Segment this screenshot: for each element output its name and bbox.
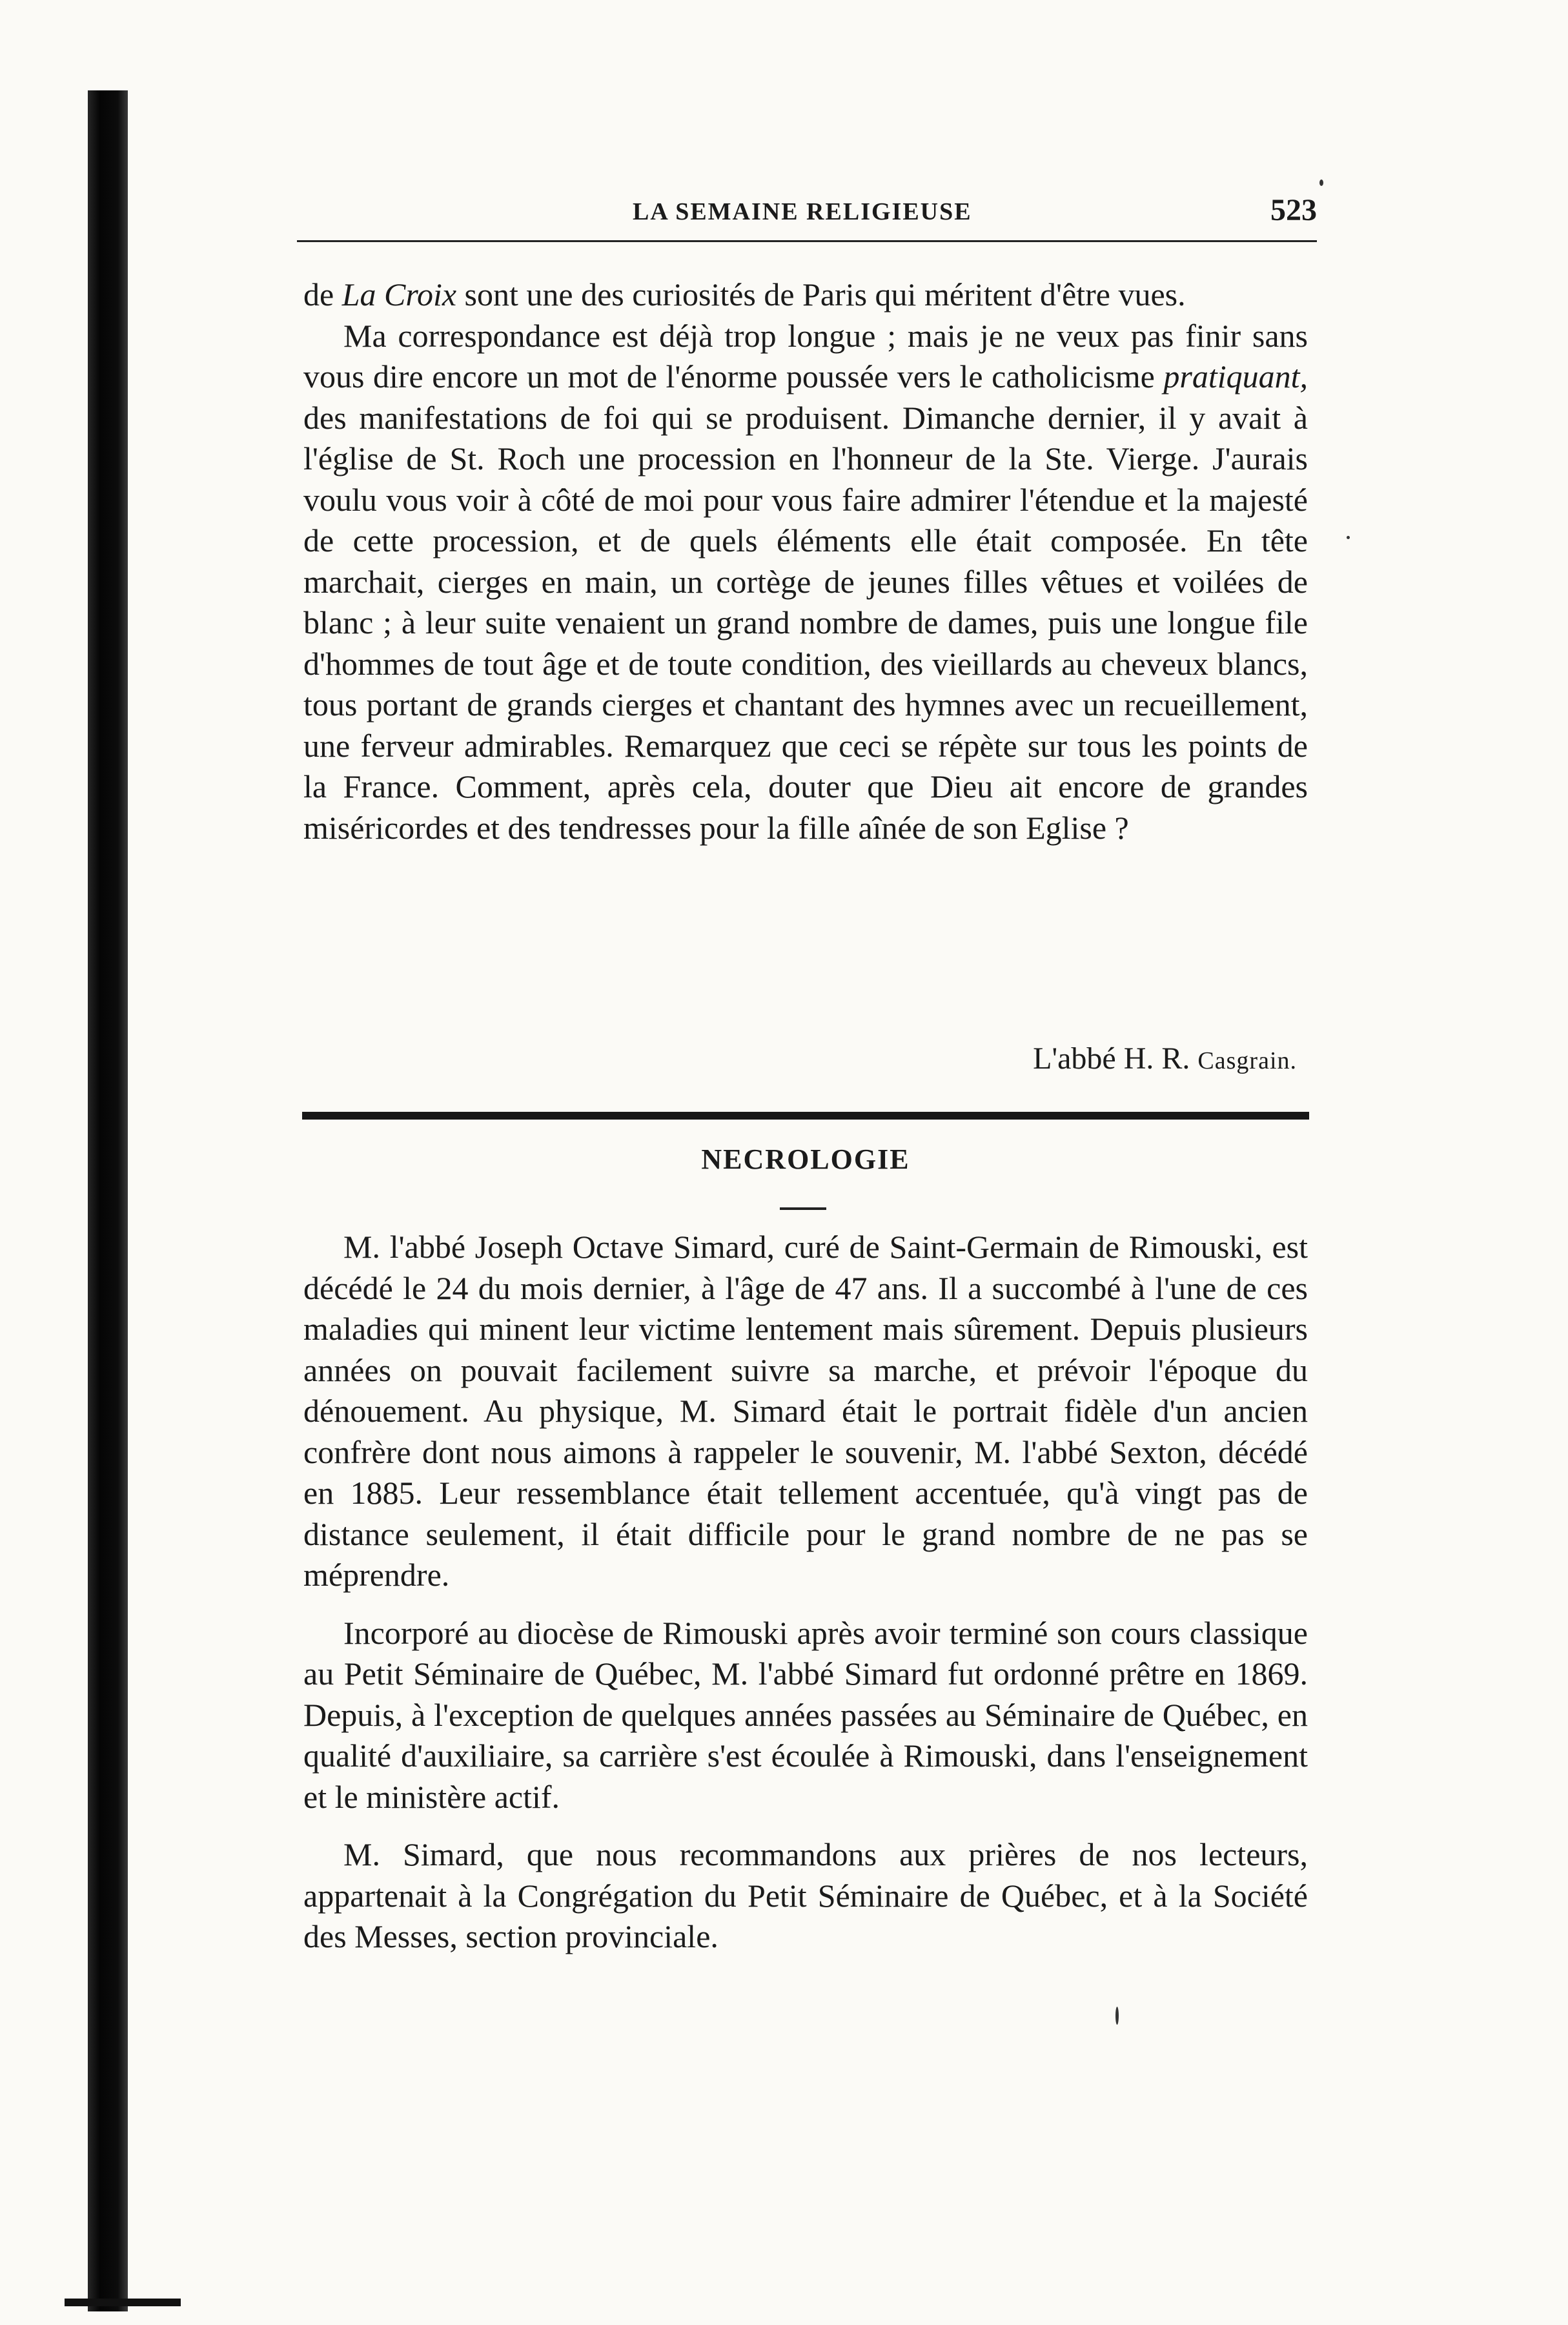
- publication-title: La Croix: [341, 276, 457, 312]
- running-head: [303, 186, 1317, 231]
- page-number: 523: [1270, 193, 1317, 227]
- necrologie-paragraph-2: Incorporé au diocèse de Rimouski après avoir terminé son cours classique au Petit Séminaire de Québec, M. l'abbé Simard fut ordonné prêtre en 1869. Depuis, à l'exception de quelques années passées au Séminaire de Québec, en qualité d'auxiliaire, sa carrière s'est écoulée à Rimouski, dans l'enseignement et le ministère actif.: [303, 1614, 1308, 1815]
- running-head-rule: [297, 240, 1317, 242]
- signature-surname: Casgrain.: [1197, 1047, 1297, 1074]
- author-signature: [1033, 1041, 1297, 1076]
- article-paragraph-2: [303, 316, 1308, 849]
- section-divider: [302, 1112, 1309, 1120]
- print-speck: [1319, 179, 1323, 186]
- running-head-title: LA SEMAINE RELIGIEUSE: [633, 198, 972, 225]
- binding-foot-shadow: [65, 2299, 181, 2306]
- necrologie-body: [303, 1227, 1308, 1958]
- print-speck: [1115, 2007, 1119, 2025]
- article-text: de: [303, 276, 342, 312]
- article-text: sont une des curiosités de Paris qui méritent d'être vues.: [456, 276, 1186, 312]
- necrologie-paragraph-1: M. l'abbé Joseph Octave Simard, curé de Saint-Germain de Rimouski, est décédé le 24 du mois dernier, à l'âge de 47 ans. Il a succombé à l'une de ces maladies qui minent leur victime lentement mais sûrement. Depuis plusieurs années on pouvait facilement suivre sa marche, et prévoir l'époque du dénouement. Au physique, M. Simard était le portrait fidèle d'un ancien confrère dont nous aimons à rappeler le souvenir, M. l'abbé Sexton, décédé en 1885. Leur ressemblance était tellement accentuée, qu'à vingt pas de distance seulement, il était difficile pour le grand nombre de ne pas se méprendre.: [303, 1229, 1308, 1593]
- italic-word: pratiquant,: [1163, 358, 1308, 394]
- article-continuation: [303, 274, 1308, 848]
- print-speck: [1347, 536, 1350, 539]
- section-heading: NECROLOGIE: [701, 1143, 910, 1175]
- article-text: des manifestations de foi qui se produisent. Dimanche dernier, il y avait à l'église de St. Roch une procession en l'honneur de la Ste. Vierge. J'aurais voulu vous voir à côté de moi pour vous faire admirer l'étendue et la majesté de cette procession, et de quels éléments elle était composée. En tête marchait, cierges en main, un cortège de jeunes filles vêtues et voilées de blanc ; à leur suite venaient un grand nombre de dames, puis une longue file d'hommes de tout âge et de toute condition, des vieillards au cheveux blancs, tous portant de grands cierges et chantant des hymnes avec un recueillement, une ferveur admirables. Remarquez que ceci se répète sur tous les points de la France. Comment, après cela, douter que Dieu ait encore de grandes miséricordes et des tendresses pour la fille aînée de son Eglise ?: [303, 399, 1308, 846]
- book-binding-shadow: [88, 90, 128, 2311]
- necrologie-paragraph-3: M. Simard, que nous recommandons aux prières de nos lecteurs, appartenait à la Congrégation du Petit Séminaire de Québec, et à la Société des Messes, section provinciale.: [303, 1836, 1308, 1954]
- article-paragraph-1: [303, 274, 1308, 316]
- heading-dash: [780, 1207, 826, 1210]
- article-text: Ma correspondance est déjà trop longue ; mais je ne veux pas finir sans vous dire encore un mot de l'énorme poussée vers le catholicisme: [303, 317, 1308, 394]
- signature-name: L'abbé H. R.: [1033, 1041, 1198, 1076]
